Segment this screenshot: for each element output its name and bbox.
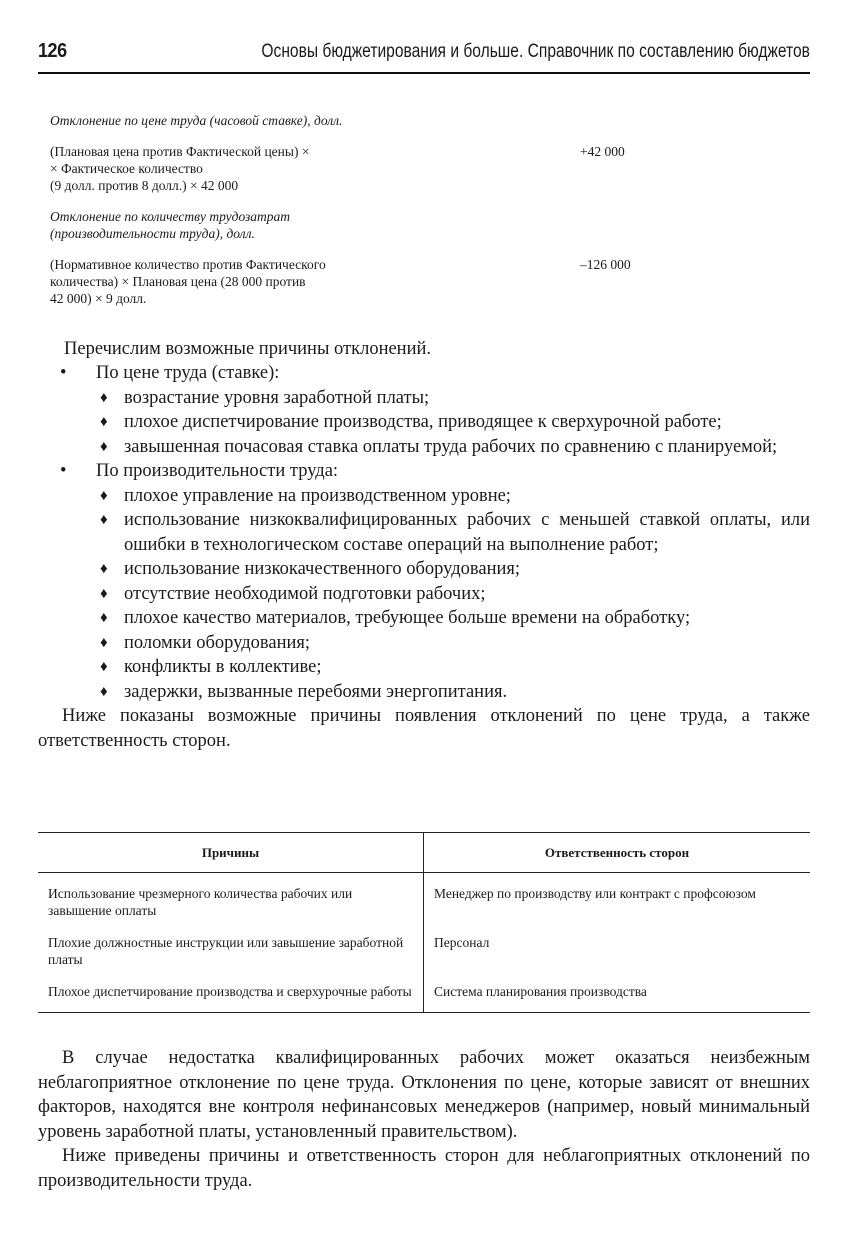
list-item-text: завышенная почасовая ставка оплаты труда рабочих по сравнению с планируемой; (124, 436, 778, 457)
diamond-bullet-icon: ♦ (100, 487, 108, 504)
price-variance-row (50, 143, 670, 194)
labor-price-variance-table (38, 832, 810, 1013)
list-item (38, 680, 810, 705)
cause-cell: Плохие должностные инструкции или завышение заработной платы (38, 923, 424, 972)
list-item-text: плохое диспетчирование производства, приводящее к сверхурочной работе; (124, 412, 722, 432)
responsibility-cell: Система планирования производства (424, 972, 811, 1013)
diamond-bullet-icon: ♦ (100, 634, 108, 651)
responsibility-cell: Менеджер по производству или контракт с профсоюзом (434, 886, 756, 901)
list-item (38, 508, 810, 557)
quantity-variance-heading (50, 208, 670, 242)
diamond-bullet-icon: ♦ (100, 512, 108, 528)
diamond-bullet-icon: ♦ (100, 561, 108, 577)
list-item (38, 410, 810, 435)
causes-list (38, 361, 810, 753)
diamond-bullet-icon: ♦ (100, 683, 108, 700)
diamond-bullet-icon: ♦ (100, 438, 108, 455)
formula-line: × Фактическое количество (50, 161, 203, 176)
list-item-text: использование низкоквалифицированных рабочих с меньшей ставкой оплаты, или ошибки в технологическом составе операций на выполнение работ; (124, 510, 810, 555)
list-item (38, 386, 810, 411)
list-item (38, 484, 810, 509)
paragraph: В случае недостатка квалифицированных рабочих может оказаться неизбежным неблагоприятное отклонение по цене труда. Отклонения по цене, которые зависят от внешних факторов, находятся вне контроля нефинансовых менеджеров (например, новый минимальный уровень заработной платы, установленный правительством). (38, 1048, 810, 1142)
formula-line: (Нормативное количество против Фактического (50, 257, 326, 272)
list-item (38, 557, 810, 582)
table-row (38, 972, 810, 1013)
formula-line: (Плановая цена против Фактической цены) × (50, 144, 310, 159)
quantity-variance-value: –126 000 (580, 257, 631, 272)
diamond-bullet-icon: ♦ (100, 659, 108, 675)
table-row (38, 923, 810, 972)
table-row (38, 873, 810, 924)
page-number: 126 (38, 40, 67, 62)
list-item-text: отсутствие необходимой подготовки рабочих; (124, 583, 486, 604)
price-variance-heading: Отклонение по цене труда (часовой ставке), долл. (50, 113, 343, 128)
column-header-responsibility: Ответственность сторон (424, 833, 811, 873)
cause-group-productivity (38, 459, 810, 484)
table-header-row (38, 833, 810, 873)
responsibility-cell: Персонал (434, 935, 490, 950)
bullet-icon: • (60, 363, 67, 383)
table-intro-paragraph: Ниже показаны возможные причины появления отклонений по цене труда, а также ответственность сторон. (38, 706, 810, 751)
price-variance-value: +42 000 (580, 144, 625, 159)
quantity-variance-row (50, 256, 670, 307)
formula-line: 42 000) × 9 долл. (50, 291, 147, 306)
list-item-text: возрастание уровня заработной платы; (124, 387, 430, 408)
bullet-icon: • (60, 461, 67, 481)
cause-cell: Использование чрезмерного количества рабочих или завышение оплаты (38, 873, 424, 924)
list-item-text: плохое качество материалов, требующее больше времени на обработку; (124, 608, 691, 628)
formula-line: количества) × Плановая цена (28 000 против (50, 274, 306, 289)
running-title: Основы бюджетирования и больше. Справочник по составлению бюджетов (261, 41, 810, 62)
price-variance-formula (50, 143, 410, 194)
cause-group-title: По цене труда (ставке): (96, 363, 280, 383)
heading-line: Отклонение по количеству трудозатрат (50, 209, 291, 224)
column-header-causes: Причины (38, 833, 424, 873)
cause-group-title: По производительности труда: (96, 461, 339, 481)
list-item-text: поломки оборудования; (124, 632, 311, 653)
diamond-bullet-icon: ♦ (100, 414, 108, 430)
list-item-text: плохое управление на производственном уровне; (124, 485, 511, 506)
diamond-bullet-icon: ♦ (100, 610, 108, 626)
list-item-text: использование низкокачественного оборудования; (124, 559, 521, 579)
closing-text (38, 1046, 810, 1193)
cause-cell: Плохое диспетчирование производства и сверхурочные работы (38, 972, 424, 1013)
heading-line: (производительности труда), долл. (50, 226, 255, 241)
list-item (38, 582, 810, 607)
formula-line: (9 долл. против 8 долл.) × 42 000 (50, 178, 239, 193)
quantity-variance-formula (50, 256, 430, 307)
cause-group-price (38, 361, 810, 386)
list-item-text: задержки, вызванные перебоями энергопитания. (124, 681, 508, 702)
list-item (38, 631, 810, 656)
running-header (38, 38, 810, 74)
diamond-bullet-icon: ♦ (100, 585, 108, 602)
list-item (38, 606, 810, 631)
list-item (38, 655, 810, 680)
variance-calculations (50, 112, 670, 319)
diamond-bullet-icon: ♦ (100, 389, 108, 406)
paragraph: Ниже приведены причины и ответственность сторон для неблагоприятных отклонений по производительности труда. (38, 1146, 810, 1191)
list-item-text: конфликты в коллективе; (124, 657, 322, 677)
list-item (38, 435, 810, 460)
causes-intro: Перечислим возможные причины отклонений. (64, 339, 432, 359)
